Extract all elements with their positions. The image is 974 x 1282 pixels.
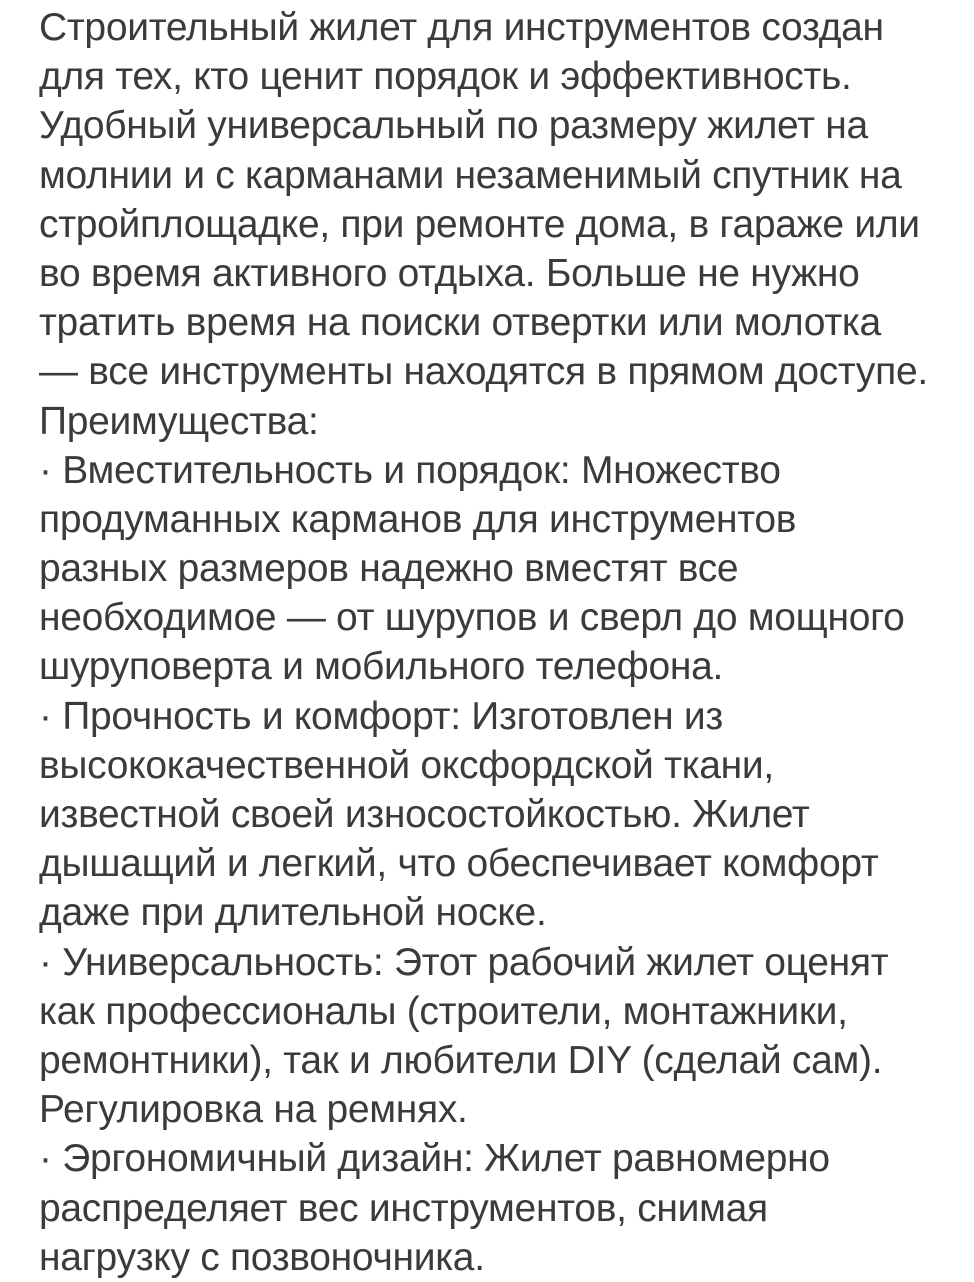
- text-line: тратить время на поиски отвертки или молотка: [39, 301, 881, 345]
- text-line: дышащий и легкий, что обеспечивает комфорт: [39, 842, 879, 886]
- text-line: для тех, кто ценит порядок и эффективность.: [39, 55, 852, 99]
- bullet-line: · Универсальность: Этот рабочий жилет оценят: [39, 940, 889, 984]
- text-line: высококачественной оксфордской ткани,: [39, 743, 774, 787]
- text-line: ремонтники), так и любители DIY (сделай сам).: [39, 1038, 883, 1082]
- bullet-line: · Эргономичный дизайн: Жилет равномерно: [39, 1137, 830, 1181]
- bullet-line: · Прочность и комфорт: Изготовлен из: [39, 694, 723, 738]
- text-line: как профессионалы (строители, монтажники,: [39, 989, 848, 1033]
- text-line: продуманных карманов для инструментов: [39, 497, 797, 541]
- text-line: нагрузку с позвоночника.: [39, 1235, 485, 1279]
- text-line: — все инструменты находятся в прямом доступе.: [39, 350, 928, 394]
- text-line: Удобный универсальный по размеру жилет на: [39, 104, 868, 148]
- text-line: молнии и с карманами незаменимый спутник на: [39, 153, 902, 197]
- advantages-heading: Преимущества:: [39, 399, 319, 443]
- text-line: Строительный жилет для инструментов создан: [39, 6, 884, 49]
- text-line: распределяет вес инструментов, снимая: [39, 1186, 768, 1230]
- text-line: шуруповерта и мобильного телефона.: [39, 645, 724, 689]
- text-line: даже при длительной носке.: [39, 891, 547, 935]
- text-line: стройплощадке, при ремонте дома, в гараже или: [39, 202, 920, 246]
- text-line: необходимое — от шурупов и сверл до мощного: [39, 596, 905, 640]
- bullet-line: · Вместительность и порядок: Множество: [39, 448, 781, 492]
- text-line: во время активного отдыха. Больше не нужно: [39, 251, 860, 295]
- text-line: разных размеров надежно вместят все: [39, 547, 739, 591]
- text-line: известной своей износостойкостью. Жилет: [39, 793, 810, 836]
- text-line: Регулировка на ремнях.: [39, 1088, 468, 1132]
